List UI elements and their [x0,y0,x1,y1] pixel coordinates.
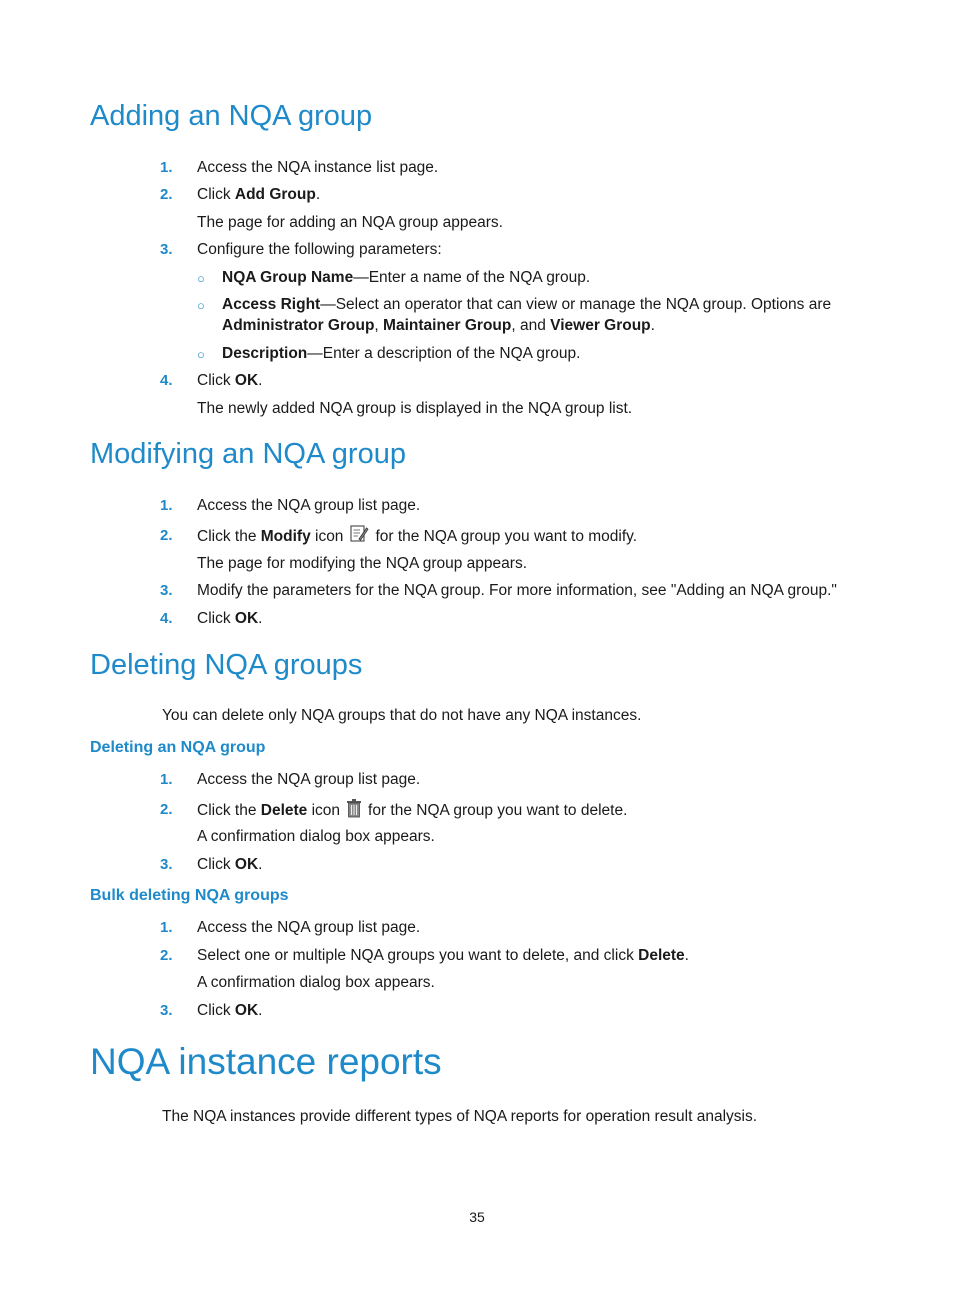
step-result: A confirmation dialog box appears. [197,974,435,991]
step-number: 1. [160,771,173,788]
step-text: Click the Modify icon for the NQA group you want to modify. [197,524,637,549]
step-text: Modify the parameters for the NQA group. For more information, see "Adding an NQA group." [197,582,837,599]
param-item-continued: Administrator Group, Maintainer Group, and Viewer Group. [222,317,655,334]
step-number: 2. [160,527,173,544]
step-text: Click OK. [197,372,263,389]
heading-nqa-instance-reports: NQA instance reports [90,1041,442,1082]
trash-icon [346,798,362,823]
step-text: Access the NQA group list page. [197,497,421,514]
intro-text: The NQA instances provide different types of NQA reports for operation result analysis. [162,1108,758,1125]
step-result: A confirmation dialog box appears. [197,828,435,845]
step-text: Access the NQA group list page. [197,771,421,788]
ui-label: Add Group [234,186,316,203]
step-number: 1. [160,497,173,514]
step-number: 1. [160,159,173,176]
param-item: Description—Enter a description of the NQA group. [222,345,581,362]
step-number: 4. [160,610,173,627]
step-text: Click the Delete icon for the NQA group you want to delete. [197,798,627,823]
modify-icon [349,524,369,549]
param-item: NQA Group Name—Enter a name of the NQA group. [222,269,591,286]
step-number: 2. [160,186,173,203]
step-result: The page for modifying the NQA group appears. [197,555,528,572]
step-number: 3. [160,582,173,599]
bullet-icon: ○ [197,271,205,286]
bullet-icon: ○ [197,298,205,313]
step-number: 2. [160,947,173,964]
step-text: Select one or multiple NQA groups you want to delete, and click Delete. [197,947,689,964]
step-result: The page for adding an NQA group appears. [197,214,503,231]
step-text: Access the NQA group list page. [197,919,421,936]
param-item: Access Right—Select an operator that can view or manage the NQA group. Options are [222,296,832,313]
step-text: Click OK. [197,1002,263,1019]
step-number: 1. [160,919,173,936]
step-result: The newly added NQA group is displayed in the NQA group list. [197,400,633,417]
step-number: 3. [160,1002,173,1019]
step-number: 4. [160,372,173,389]
step-text: Configure the following parameters: [197,241,442,258]
step-text: Click OK. [197,856,263,873]
subheading-deleting-nqa-group: Deleting an NQA group [90,739,266,756]
heading-adding-nqa-group: Adding an NQA group [90,100,373,132]
step-number: 3. [160,856,173,873]
intro-text: You can delete only NQA groups that do not have any NQA instances. [162,707,642,724]
heading-modifying-nqa-group: Modifying an NQA group [90,438,406,470]
page-number: 35 [469,1209,485,1225]
step-number: 3. [160,241,173,258]
heading-deleting-nqa-groups: Deleting NQA groups [90,649,363,681]
subheading-bulk-deleting-nqa-groups: Bulk deleting NQA groups [90,887,289,904]
step-text: Click Add Group. [197,186,321,203]
bullet-icon: ○ [197,347,205,362]
step-text: Click OK. [197,610,263,627]
step-number: 2. [160,801,173,818]
step-text: Access the NQA instance list page. [197,159,439,176]
